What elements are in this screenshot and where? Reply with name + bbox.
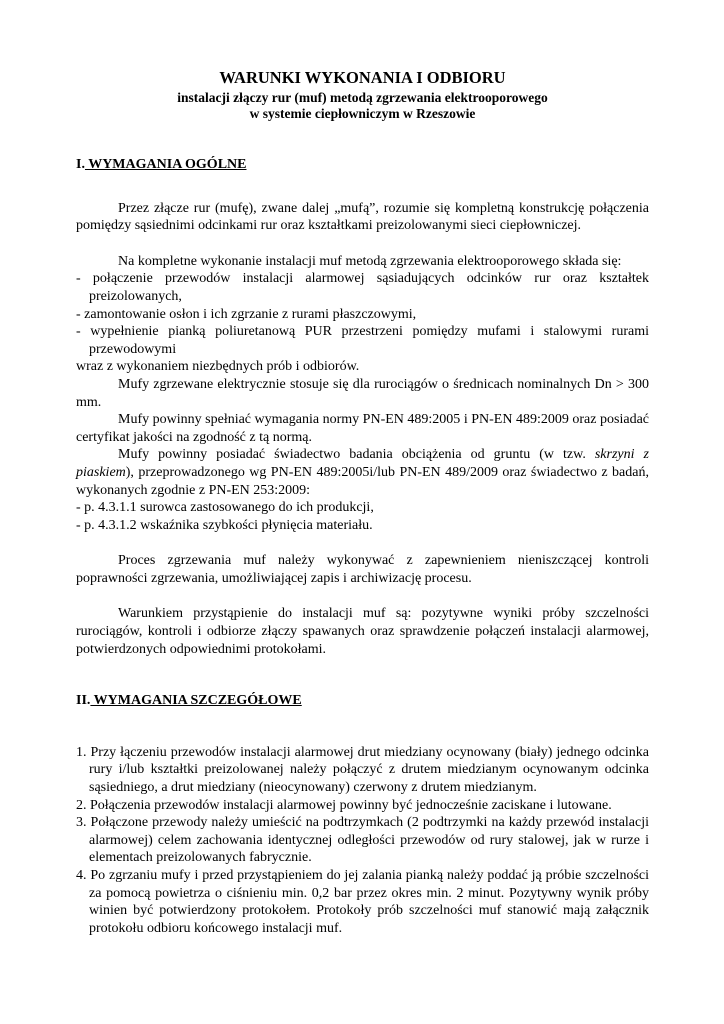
paragraph-5-text-b: ), przeprowadzonego wg PN-EN 489:2005i/lub PN-EN 489/2009 oraz świadectwo z badań, wykonanych zgodnie z PN-EN 253:2009: (76, 464, 649, 498)
section-1-heading (76, 156, 649, 174)
document-subtitle-line1: instalacji złączy rur (muf) metodą zgrzewania elektrooporowego (177, 90, 548, 105)
document-subtitle-line2: w systemie ciepłowniczym w Rzeszowie (249, 106, 476, 121)
numbered-item: 3. Połączone przewody należy umieścić na podtrzymkach (2 podtrzymki na każdy przewód instalacji alarmowej) celem zachowania identycznej odległości przewodów od rury stalowej, jak w rurze i elementach preizolowanych fabrycznie. (76, 815, 649, 866)
numbered-item: 4. Po zgrzaniu mufy i przed przystąpieniem do jej zalania pianką należy poddać ją próbie szczelności za pomocą powietrza o ciśnieniu min. 0,2 bar przez okres min. 2 minut. Pozytywny wynik próby winien być potwierdzony protokołem. Protokoły prób szczelności muf stanowić mają załącznik protokołu odbioru końcowego instalacji muf. (76, 868, 649, 936)
section-1-paragraph-7: Warunkiem przystąpienie do instalacji muf są: pozytywne wyniki próby szczelności rurociągów, kontroli i odbiorze złączy spawanych oraz sprawdzenie połączeń instalacji alarmowej, potwierdzonych odpowiednimi protokołami. (76, 606, 649, 657)
section-2-prefix: II. (76, 693, 91, 709)
list-item: - wypełnienie pianką poliuretanową PUR przestrzeni pomiędzy mufami i stalowymi rurami przewodowymi (76, 324, 649, 357)
paragraph-5-emphasis: skrzyni z piaskiem (76, 447, 649, 480)
section-1-title: WYMAGANIA OGÓLNE (84, 157, 247, 172)
numbered-item: 1. Przy łączeniu przewodów instalacji alarmowej drut miedziany ocynowany (biały) jednego odcinka rury i/lub kształtki preizolowanej należy połączyć z drutem miedzianym ocynowanym odcinka sąsiedniego, a drut miedziany (nieocynowany) czerwony z drutem miedzianym. (76, 744, 649, 796)
list-item: - p. 4.3.1.2 wskaźnika szybkości płynięcia materiału. (76, 517, 373, 533)
section-1-paragraph-5 (76, 446, 649, 499)
section-1-paragraph-4: Mufy powinny spełniać wymagania normy PN-EN 489:2005 i PN-EN 489:2009 oraz posiadać certyfikat jakości na zgodność z tą normą. (76, 412, 649, 445)
list-item: - zamontowanie osłon i ich zgrzanie z rurami płaszczowymi, (76, 306, 417, 322)
document-title: WARUNKI WYKONANIA I ODBIORU (219, 68, 506, 87)
list-item: - połączenie przewodów instalacji alarmowej sąsiadujących odcinków rur oraz kształtek preizolowanych, (76, 271, 649, 304)
document-page (76, 68, 649, 937)
section-2-heading (76, 692, 649, 710)
section-2-title: WYMAGANIA SZCZEGÓŁOWE (90, 693, 302, 709)
numbered-item: 2. Połączenia przewodów instalacji alarmowej powinny być jednocześnie zaciskane i lutowane. (76, 797, 612, 813)
list-item: - p. 4.3.1.1 surowca zastosowanego do ich produkcji, (76, 500, 374, 516)
section-1-paragraph-1: Przez złącze rur (mufę), zwane dalej „mufą”, rozumie się kompletną konstrukcję połączenia pomiędzy sąsiednimi odcinkami rur oraz kształtkami preizolowanymi sieci ciepłowniczej. (76, 200, 649, 234)
section-1-paragraph-3: Mufy zgrzewane elektrycznie stosuje się dla rurociągów o średnicach nominalnych Dn > 300 mm. (76, 376, 649, 410)
paragraph-5-text-a: Mufy powinny posiadać świadectwo badania obciążenia od gruntu (w tzw. (118, 447, 595, 463)
section-1-paragraph-6: Proces zgrzewania muf należy wykonywać z zapewnieniem nieniszczącej kontroli poprawności zgrzewania, umożliwiającej zapis i archiwizację procesu. (76, 553, 649, 586)
section-1-paragraph-2-intro: Na kompletne wykonanie instalacji muf metodą zgrzewania elektrooporowego składa się: (118, 253, 622, 269)
section-1-prefix: I. (76, 157, 85, 172)
section-1-paragraph-2-end: wraz z wykonaniem niezbędnych prób i odbiorów. (76, 359, 360, 375)
